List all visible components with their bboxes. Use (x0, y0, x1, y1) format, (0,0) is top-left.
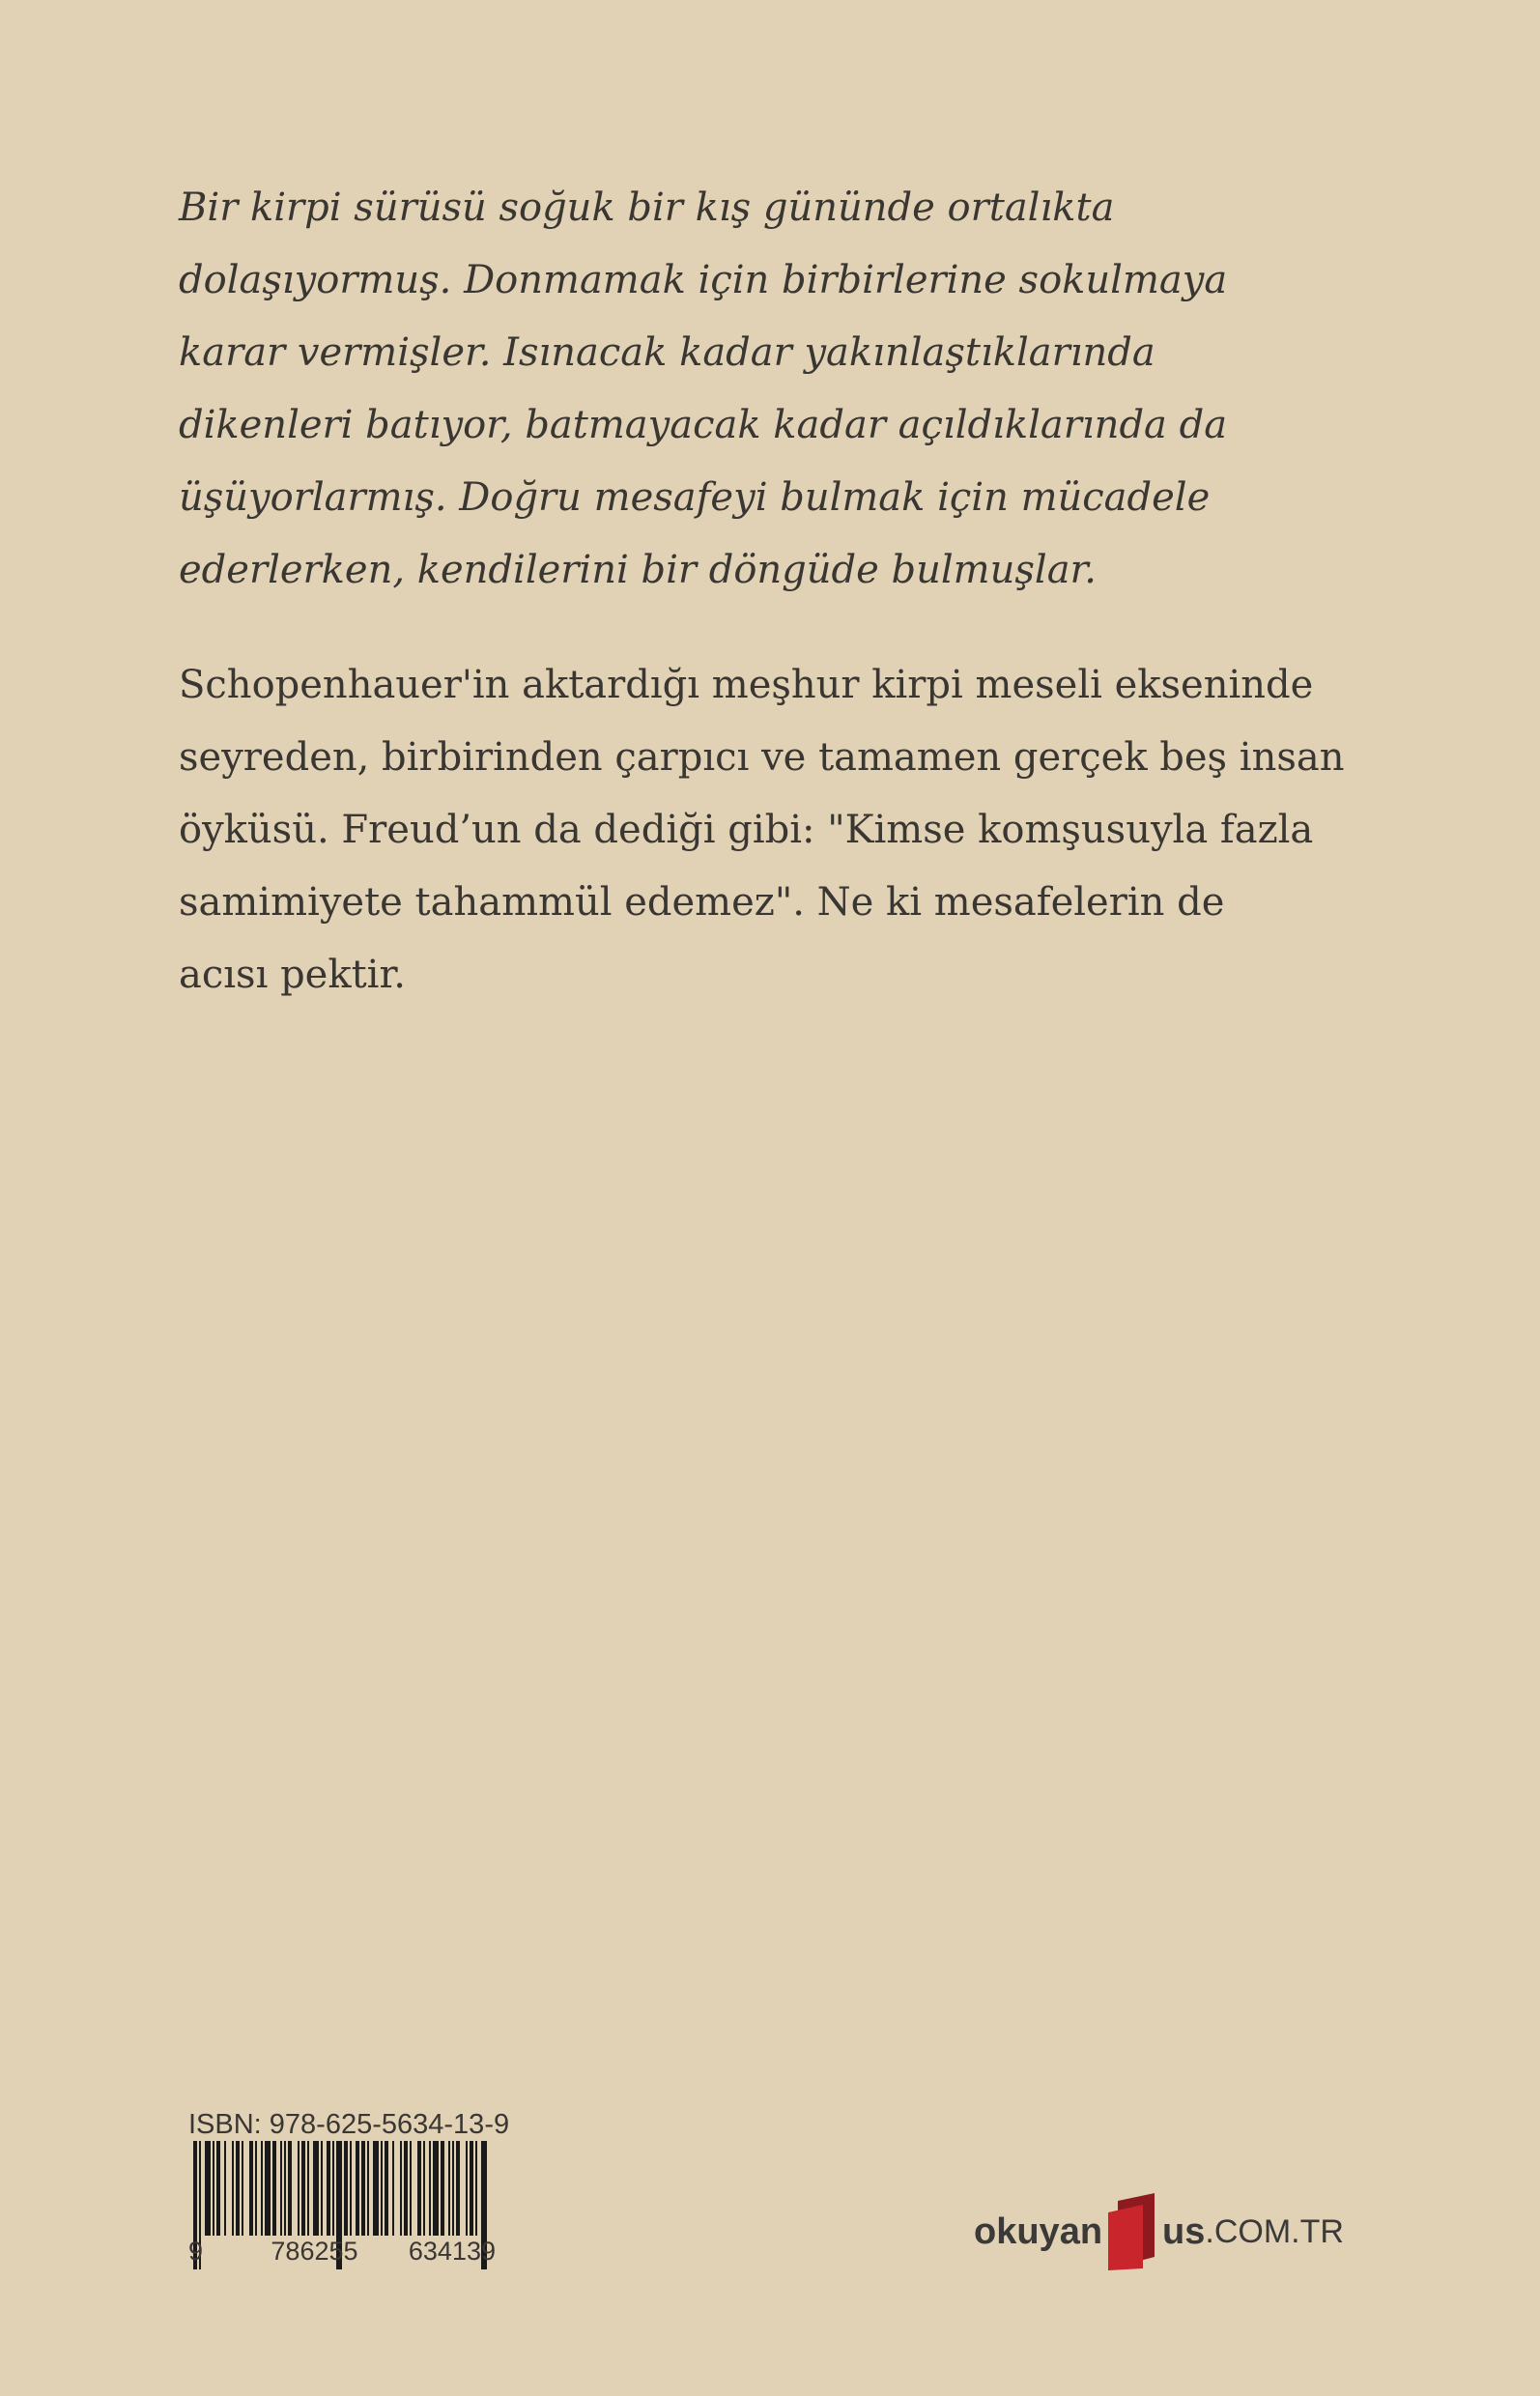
barcode-bar (392, 2141, 394, 2236)
quote-line: üşüyorlarmış. Doğru mesafeyi bulmak için mücadele (179, 475, 1211, 520)
barcode-bar (350, 2141, 352, 2236)
barcode-bar (410, 2141, 412, 2236)
barcode-bar (344, 2141, 348, 2236)
barcode-bar (213, 2141, 214, 2236)
barcode-bar (423, 2141, 425, 2236)
description-line: seyreden, birbirinden çarpıcı ve tamamen gerçek beş insan (179, 735, 1345, 780)
barcode-bar (381, 2141, 383, 2236)
barcode-bar (242, 2141, 243, 2236)
description-line: öyküsü. Freud’un da dediği gibi: "Kimse komşusuyla fazla (179, 808, 1314, 852)
barcode-bar (385, 2141, 388, 2236)
barcode-bar (313, 2141, 319, 2236)
barcode-bar (448, 2141, 450, 2236)
barcode-bar (205, 2141, 211, 2236)
description-line: acısı pektir. (179, 953, 406, 997)
barcode-bar (429, 2141, 431, 2236)
barcode-bar (261, 2141, 263, 2236)
barcode-bar (255, 2141, 257, 2236)
quote-line: Bir kirpi sürüsü soğuk bir kış gününde ortalıkta (179, 185, 1115, 230)
barcode-bar (321, 2141, 323, 2236)
isbn-label: ISBN: 978-625-5634-13-9 (188, 2109, 510, 2140)
barcode-bar (456, 2141, 460, 2236)
publisher-logo (974, 2193, 1344, 2270)
barcode-bar (224, 2141, 226, 2236)
barcode-bar (441, 2141, 444, 2236)
barcode-bar (249, 2141, 253, 2236)
barcode-bar (466, 2141, 468, 2236)
barcode-bar (470, 2141, 473, 2236)
barcode-bar (265, 2141, 271, 2236)
logo-word-left: okuyan (974, 2211, 1103, 2252)
barcode-bar (332, 2141, 334, 2236)
barcode-digits-right: 634139 (408, 2237, 496, 2266)
barcode-bar (404, 2141, 408, 2236)
barcode-bar (284, 2141, 286, 2236)
barcode-digit-first: 9 (188, 2237, 204, 2266)
barcode-bar (452, 2141, 454, 2236)
barcode-bar (400, 2141, 402, 2236)
barcode-bar (307, 2141, 309, 2236)
quote-paragraph (179, 172, 1377, 607)
barcode-bar (272, 2141, 276, 2236)
logo-word-right: us (1162, 2211, 1206, 2252)
barcode-bar (298, 2141, 299, 2236)
description-line: Schopenhauer'in aktardığı meşhur kirpi meseli ekseninde (179, 663, 1314, 707)
barcode-bar (475, 2141, 477, 2236)
quote-line: ederlerken, kendilerini bir döngüde bulmuşlar. (179, 548, 1097, 592)
description-line: samimiyete tahammül edemez". Ne ki mesafelerin de (179, 880, 1225, 925)
barcode-bar (327, 2141, 330, 2236)
quote-line: dolaşıyormuş. Donmamak için birbirlerine sokulmaya (179, 258, 1228, 302)
quote-line: karar vermişler. Isınacak kadar yakınlaştıklarında (179, 330, 1155, 375)
barcode-bar (433, 2141, 439, 2236)
red-book-icon (1104, 2193, 1160, 2270)
description-paragraph (179, 649, 1377, 1012)
barcode-bar (236, 2141, 240, 2236)
barcode-bar (356, 2141, 359, 2236)
quote-line: dikenleri batıyor, batmayacak kadar açıldıklarında da (179, 403, 1228, 447)
barcode-digits (188, 2237, 496, 2267)
barcode-bar (216, 2141, 220, 2236)
barcode-bar (301, 2141, 305, 2236)
barcode-bar (361, 2141, 365, 2236)
barcode-bar (280, 2141, 282, 2236)
logo-domain: .COM.TR (1205, 2212, 1344, 2250)
barcode-bar (367, 2141, 369, 2236)
barcode-bar (288, 2141, 292, 2236)
barcode-digits-left: 786255 (271, 2237, 358, 2266)
barcode-bar (373, 2141, 379, 2236)
barcode-bar (232, 2141, 234, 2236)
barcode-bar (417, 2141, 421, 2236)
